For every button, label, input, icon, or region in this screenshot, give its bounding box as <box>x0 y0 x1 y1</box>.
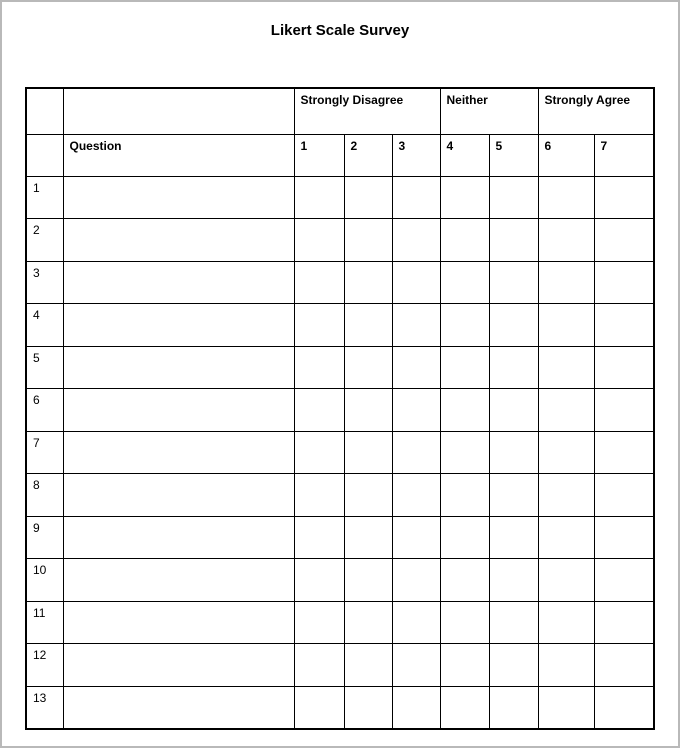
rating-cell-6[interactable] <box>538 686 594 729</box>
question-text-cell[interactable] <box>63 686 294 729</box>
rating-cell-2[interactable] <box>344 686 392 729</box>
rating-cell-1[interactable] <box>294 516 344 559</box>
question-row-13 <box>26 686 654 729</box>
rating-cell-1[interactable] <box>294 389 344 432</box>
rating-cell-4[interactable] <box>440 474 489 517</box>
rating-cell-3[interactable] <box>392 431 440 474</box>
rating-cell-7[interactable] <box>594 389 654 432</box>
question-row-7 <box>26 431 654 474</box>
rating-cell-3[interactable] <box>392 346 440 389</box>
rating-cell-5[interactable] <box>489 474 538 517</box>
rating-cell-6[interactable] <box>538 431 594 474</box>
rating-cell-1[interactable] <box>294 474 344 517</box>
question-row-4 <box>26 304 654 347</box>
rating-cell-3[interactable] <box>392 474 440 517</box>
rating-cell-1[interactable] <box>294 219 344 262</box>
scale-header-2: 2 <box>344 134 392 176</box>
rating-cell-3[interactable] <box>392 389 440 432</box>
rating-cell-7[interactable] <box>594 686 654 729</box>
question-row-10 <box>26 559 654 602</box>
rating-cell-5[interactable] <box>489 686 538 729</box>
scale-group-header-row <box>26 88 654 134</box>
question-row-5 <box>26 346 654 389</box>
rating-cell-2[interactable] <box>344 261 392 304</box>
rating-cell-7[interactable] <box>594 176 654 219</box>
rating-cell-3[interactable] <box>392 644 440 687</box>
question-text-cell[interactable] <box>63 304 294 347</box>
rating-cell-7[interactable] <box>594 516 654 559</box>
group-header-neither: Neither <box>440 88 538 134</box>
rating-cell-6[interactable] <box>538 644 594 687</box>
rating-cell-5[interactable] <box>489 644 538 687</box>
rating-cell-5[interactable] <box>489 516 538 559</box>
question-column-header: Question <box>63 134 294 176</box>
rating-cell-2[interactable] <box>344 516 392 559</box>
scale-number-header-row <box>26 134 654 176</box>
rating-cell-5[interactable] <box>489 601 538 644</box>
rating-cell-7[interactable] <box>594 431 654 474</box>
rating-cell-1[interactable] <box>294 176 344 219</box>
question-text-cell[interactable] <box>63 346 294 389</box>
rating-cell-3[interactable] <box>392 219 440 262</box>
question-text-cell[interactable] <box>63 516 294 559</box>
rating-cell-6[interactable] <box>538 516 594 559</box>
rating-cell-6[interactable] <box>538 474 594 517</box>
row-number: 3 <box>26 261 63 304</box>
rating-cell-7[interactable] <box>594 346 654 389</box>
rating-cell-1[interactable] <box>294 304 344 347</box>
rating-cell-1[interactable] <box>294 431 344 474</box>
row-number: 12 <box>26 644 63 687</box>
row-number: 8 <box>26 474 63 517</box>
row-number: 11 <box>26 601 63 644</box>
rating-cell-4[interactable] <box>440 261 489 304</box>
rating-cell-2[interactable] <box>344 346 392 389</box>
rating-cell-7[interactable] <box>594 601 654 644</box>
rating-cell-2[interactable] <box>344 389 392 432</box>
rating-cell-4[interactable] <box>440 431 489 474</box>
rating-cell-4[interactable] <box>440 516 489 559</box>
rating-cell-1[interactable] <box>294 346 344 389</box>
scale-header-4: 4 <box>440 134 489 176</box>
row-number: 9 <box>26 516 63 559</box>
question-row-8 <box>26 474 654 517</box>
question-row-3 <box>26 261 654 304</box>
rating-cell-2[interactable] <box>344 474 392 517</box>
rating-cell-3[interactable] <box>392 516 440 559</box>
rating-cell-7[interactable] <box>594 261 654 304</box>
row-number: 7 <box>26 431 63 474</box>
question-row-6 <box>26 389 654 432</box>
rating-cell-4[interactable] <box>440 219 489 262</box>
question-text-cell[interactable] <box>63 176 294 219</box>
blank-rownum-header-cell <box>26 134 63 176</box>
rating-cell-2[interactable] <box>344 601 392 644</box>
blank-question-group-cell <box>63 88 294 134</box>
question-row-1 <box>26 176 654 219</box>
rating-cell-1[interactable] <box>294 601 344 644</box>
rating-cell-5[interactable] <box>489 304 538 347</box>
rating-cell-1[interactable] <box>294 686 344 729</box>
rating-cell-6[interactable] <box>538 601 594 644</box>
rating-cell-4[interactable] <box>440 601 489 644</box>
rating-cell-5[interactable] <box>489 261 538 304</box>
rating-cell-1[interactable] <box>294 261 344 304</box>
question-row-12 <box>26 644 654 687</box>
question-row-2 <box>26 219 654 262</box>
rating-cell-6[interactable] <box>538 346 594 389</box>
question-text-cell[interactable] <box>63 601 294 644</box>
scale-header-1: 1 <box>294 134 344 176</box>
rating-cell-4[interactable] <box>440 686 489 729</box>
likert-survey-table <box>25 87 655 730</box>
rating-cell-4[interactable] <box>440 559 489 602</box>
group-header-strongly-disagree: Strongly Disagree <box>294 88 440 134</box>
group-header-strongly-agree: Strongly Agree <box>538 88 654 134</box>
question-text-cell[interactable] <box>63 644 294 687</box>
rating-cell-2[interactable] <box>344 219 392 262</box>
scale-header-6: 6 <box>538 134 594 176</box>
question-text-cell[interactable] <box>63 431 294 474</box>
rating-cell-3[interactable] <box>392 176 440 219</box>
rating-cell-5[interactable] <box>489 389 538 432</box>
rating-cell-6[interactable] <box>538 304 594 347</box>
rating-cell-4[interactable] <box>440 304 489 347</box>
row-number: 13 <box>26 686 63 729</box>
rating-cell-7[interactable] <box>594 559 654 602</box>
rating-cell-4[interactable] <box>440 389 489 432</box>
question-row-11 <box>26 601 654 644</box>
rating-cell-2[interactable] <box>344 176 392 219</box>
rating-cell-2[interactable] <box>344 559 392 602</box>
question-text-cell[interactable] <box>63 219 294 262</box>
row-number: 4 <box>26 304 63 347</box>
rating-cell-2[interactable] <box>344 431 392 474</box>
question-text-cell[interactable] <box>63 261 294 304</box>
rating-cell-2[interactable] <box>344 644 392 687</box>
rating-cell-4[interactable] <box>440 176 489 219</box>
blank-corner-cell <box>26 88 63 134</box>
row-number: 6 <box>26 389 63 432</box>
row-number: 2 <box>26 219 63 262</box>
question-text-cell[interactable] <box>63 559 294 602</box>
rating-cell-5[interactable] <box>489 346 538 389</box>
rating-cell-4[interactable] <box>440 644 489 687</box>
rating-cell-2[interactable] <box>344 304 392 347</box>
rating-cell-5[interactable] <box>489 219 538 262</box>
scale-header-7: 7 <box>594 134 654 176</box>
rating-cell-3[interactable] <box>392 304 440 347</box>
document-title: Likert Scale Survey <box>270 22 410 39</box>
rating-cell-4[interactable] <box>440 346 489 389</box>
rating-cell-5[interactable] <box>489 431 538 474</box>
rating-cell-6[interactable] <box>538 176 594 219</box>
rating-cell-1[interactable] <box>294 559 344 602</box>
question-text-cell[interactable] <box>63 389 294 432</box>
rating-cell-1[interactable] <box>294 644 344 687</box>
rating-cell-5[interactable] <box>489 176 538 219</box>
rating-cell-6[interactable] <box>538 389 594 432</box>
question-text-cell[interactable] <box>63 474 294 517</box>
rating-cell-7[interactable] <box>594 644 654 687</box>
rating-cell-3[interactable] <box>392 261 440 304</box>
row-number: 10 <box>26 559 63 602</box>
rating-cell-6[interactable] <box>538 261 594 304</box>
rating-cell-7[interactable] <box>594 474 654 517</box>
row-number: 1 <box>26 176 63 219</box>
rating-cell-6[interactable] <box>538 219 594 262</box>
rating-cell-3[interactable] <box>392 686 440 729</box>
rating-cell-3[interactable] <box>392 601 440 644</box>
question-row-9 <box>26 516 654 559</box>
scale-header-5: 5 <box>489 134 538 176</box>
rating-cell-5[interactable] <box>489 559 538 602</box>
rating-cell-7[interactable] <box>594 219 654 262</box>
rating-cell-3[interactable] <box>392 559 440 602</box>
rating-cell-7[interactable] <box>594 304 654 347</box>
row-number: 5 <box>26 346 63 389</box>
rating-cell-6[interactable] <box>538 559 594 602</box>
scale-header-3: 3 <box>392 134 440 176</box>
